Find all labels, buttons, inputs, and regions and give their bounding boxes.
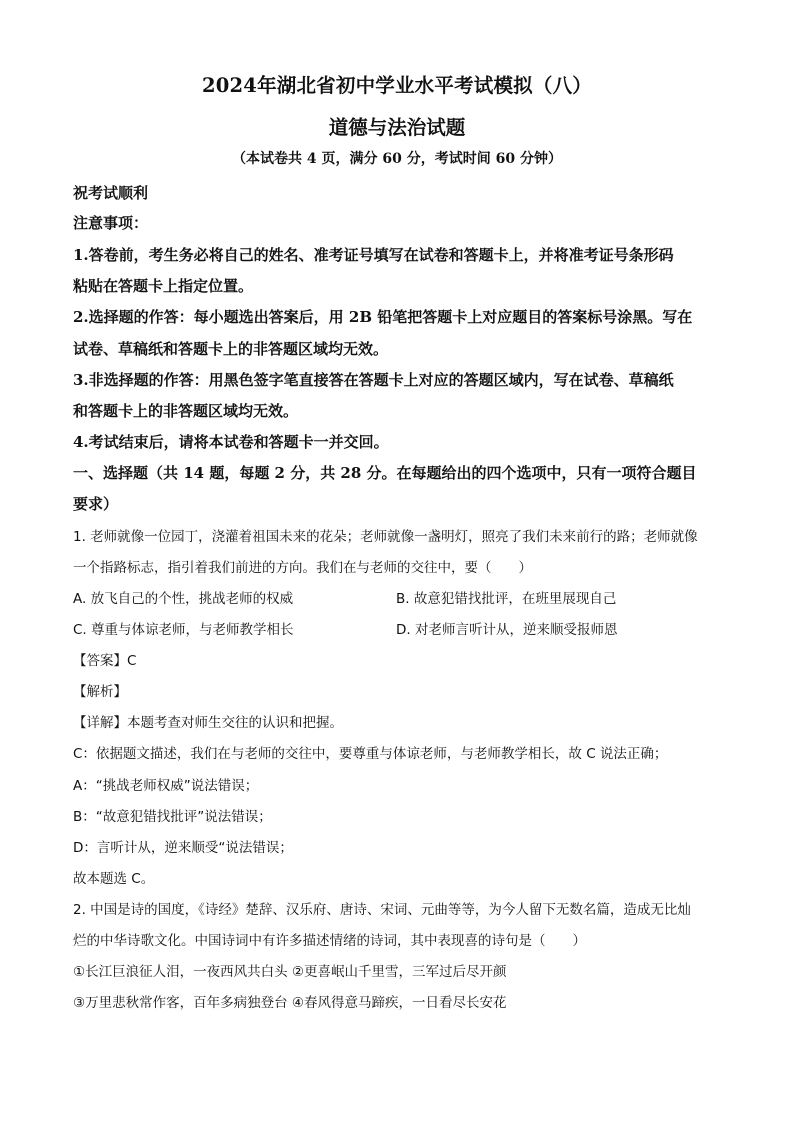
- option-a: A. 放飞自己的个性，挑战老师的权威: [73, 591, 294, 607]
- question-stem: 一个指路标志，指引着我们前进的方向。我们在与老师的交往中，要（ ）: [73, 560, 532, 576]
- analysis-line: 【详解】本题考查对师生交往的认识和把握。: [73, 715, 343, 731]
- notice-line: 和答题卡上的非答题区域均无效。: [73, 402, 299, 420]
- notice-line: 粘贴在答题卡上指定位置。: [73, 277, 254, 295]
- question-stem: 2. 中国是诗的国度，《诗经》楚辞、汉乐府、唐诗、宋词、元曲等等，为今人留下无数名篇，造成无比灿: [73, 902, 691, 918]
- section-heading: 一、选择题（共 14 题，每题 2 分，共 28 分。在每题给出的四个选项中，只有一项符合题目: [73, 464, 697, 482]
- notice-line: 3.非选择题的作答：用黑色签字笔直接答在答题卡上对应的答题区域内，写在试卷、草稿纸: [73, 371, 674, 389]
- analysis-line: B：“故意犯错找批评”说法错误；: [73, 809, 272, 825]
- analysis-line: A：“挑战老师权威”说法错误；: [73, 778, 259, 794]
- option-d: D. 对老师言听计从，逆来顺受报师恩: [396, 622, 618, 638]
- exam-info: （本试卷共 4 页，满分 60 分，考试时间 60 分钟）: [232, 151, 562, 167]
- greeting: 祝考试顺利: [73, 184, 149, 202]
- option-b: B. 故意犯错找批评，在班里展现自己: [396, 591, 617, 607]
- notice-line: 试卷、草稿纸和答题卡上的非答题区域均无效。: [73, 340, 389, 358]
- answer-label: 【答案】C: [73, 653, 137, 669]
- notice-line: 1.答卷前，考生务必将自己的姓名、准考证号填写在试卷和答题卡上，并将准考证号条形码: [73, 246, 674, 264]
- question-stem: 烂的中华诗歌文化。中国诗词中有许多描述情绪的诗词，其中表现喜的诗句是（ ）: [73, 933, 586, 949]
- question-stem: 1. 老师就像一位园丁，浇灌着祖国未来的花朵；老师就像一盏明灯，照亮了我们未来前行的路；老师就像: [73, 529, 698, 545]
- section-heading: 要求）: [73, 495, 119, 513]
- exam-title: 2024年湖北省初中学业水平考试模拟（八）: [202, 74, 592, 97]
- analysis-line: D：言听计从，逆来顺受“说法错误；: [73, 840, 293, 856]
- notice-line: 2.选择题的作答：每小题选出答案后，用 2B 铅笔把答题卡上对应题目的答案标号涂黑。写在: [73, 308, 693, 326]
- notice-heading: 注意事项：: [73, 214, 149, 232]
- analysis-line: C：依据题文描述，我们在与老师的交往中，要尊重与体谅老师，与老师教学相长，故 C 说法正确；: [73, 746, 668, 762]
- question-item: ①长江巨浪征人泪，一夜西风共白头 ②更喜岷山千里雪，三军过后尽开颜: [73, 964, 507, 980]
- option-c: C. 尊重与体谅老师，与老师教学相长: [73, 622, 294, 638]
- analysis-line: 故本题选 C。: [73, 871, 155, 887]
- question-item: ③万里悲秋常作客，百年多病独登台 ④春风得意马蹄疾，一日看尽长安花: [73, 995, 507, 1011]
- subject-title: 道德与法治试题: [328, 116, 466, 139]
- analysis-label: 【解析】: [73, 684, 127, 700]
- notice-line: 4.考试结束后，请将本试卷和答题卡一并交回。: [73, 433, 389, 451]
